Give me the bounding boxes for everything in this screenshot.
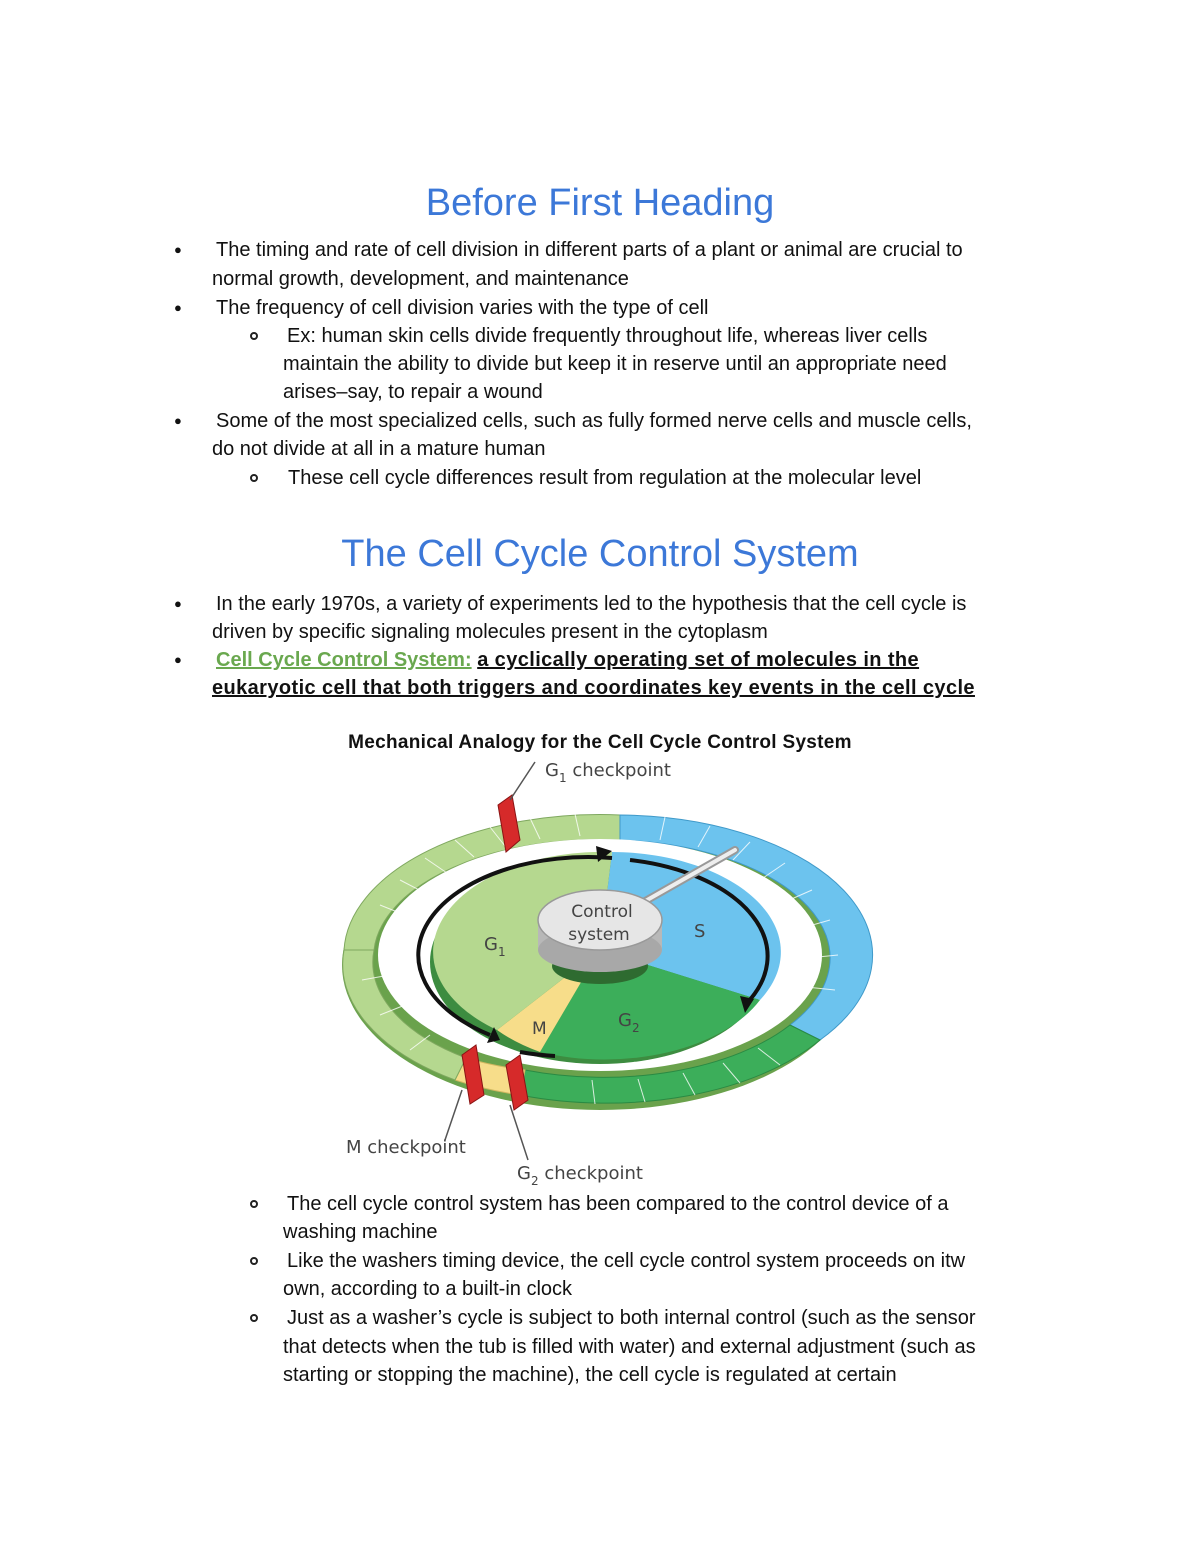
bullet-text: Some of the most specialized cells, such as fully formed nerve cells and muscle cells, — [216, 410, 972, 432]
definition-body-cont: eukaryotic cell that both triggers and coordinates key events in the cell cycle — [212, 677, 975, 699]
bullet-text-cont: driven by specific signaling molecules present in the cytoplasm — [212, 621, 768, 643]
bullet-text-cont: normal growth, development, and maintenance — [212, 268, 629, 290]
bullet-text: In the early 1970s, a variety of experiments led to the hypothesis that the cell cycle is — [216, 593, 967, 615]
sub-bullet-text: These cell cycle differences result from regulation at the molecular level — [288, 467, 922, 489]
m-checkpoint-pointer — [445, 1090, 462, 1140]
definition-line — [216, 646, 919, 674]
m-checkpoint-label: M checkpoint — [346, 1137, 466, 1158]
sub-bullet-text: Ex: human skin cells divide frequently throughout life, whereas liver cells — [287, 325, 928, 347]
hollow-bullet-icon — [250, 1200, 258, 1208]
g1-checkpoint-pointer — [510, 762, 535, 800]
sub-bullet-text: Just as a washer’s cycle is subject to both internal control (such as the sensor — [287, 1307, 976, 1329]
definition-term: Cell Cycle Control System: — [216, 649, 472, 671]
bullet-dot-icon: ● — [174, 652, 182, 667]
sub-bullet-text-cont: own, according to a built-in clock — [283, 1278, 573, 1300]
sub-bullet-text-cont: washing machine — [283, 1221, 438, 1243]
heading-cell-cycle-control: The Cell Cycle Control System — [341, 533, 859, 575]
bullet-text: The timing and rate of cell division in different parts of a plant or animal are crucial to — [216, 239, 963, 261]
m-label: M — [532, 1019, 547, 1039]
bullet-dot-icon: ● — [174, 596, 182, 611]
sub-bullet-text: Like the washers timing device, the cell cycle control system proceeds on itw — [287, 1250, 966, 1272]
sub-bullet-text-cont: arises–say, to repair a wound — [283, 381, 543, 403]
g2-checkpoint-pointer — [510, 1105, 528, 1160]
sub-bullet-text-cont: maintain the ability to divide but keep it in reserve until an appropriate need — [283, 353, 947, 375]
g1-label: $G_1$ — [484, 934, 506, 959]
system-label: system — [568, 925, 630, 945]
hollow-bullet-icon — [250, 332, 258, 340]
sub-bullet-text: The cell cycle control system has been compared to the control device of a — [287, 1193, 949, 1215]
sub-bullet-text-cont: that detects when the tub is filled with water) and external adjustment (such as — [283, 1336, 976, 1358]
control-label: Control — [571, 902, 633, 922]
g2-checkpoint-label: $G_2$ checkpoint — [517, 1163, 643, 1188]
bullet-text: The frequency of cell division varies with the type of cell — [216, 297, 709, 319]
cell-cycle-figure — [0, 750, 1200, 1210]
heading-before-first: Before First Heading — [425, 182, 775, 224]
s-label: S — [694, 921, 706, 942]
g2-label: $G_2$ — [618, 1010, 640, 1035]
definition-body: a cyclically operating set of molecules in the — [477, 649, 920, 671]
sub-bullet-text-cont: starting or stopping the machine), the cell cycle is regulated at certain — [283, 1364, 897, 1386]
bullet-text-cont: do not divide at all in a mature human — [212, 438, 546, 460]
figure-caption: Mechanical Analogy for the Cell Cycle Control System — [348, 732, 852, 753]
g1-checkpoint-label: $G_1$ checkpoint — [545, 760, 671, 785]
hollow-bullet-icon — [250, 1314, 258, 1322]
bullet-dot-icon: ● — [174, 242, 182, 257]
hollow-bullet-icon — [250, 1257, 258, 1265]
hollow-bullet-icon — [250, 474, 258, 482]
bullet-dot-icon: ● — [174, 413, 182, 428]
bullet-dot-icon: ● — [174, 300, 182, 315]
